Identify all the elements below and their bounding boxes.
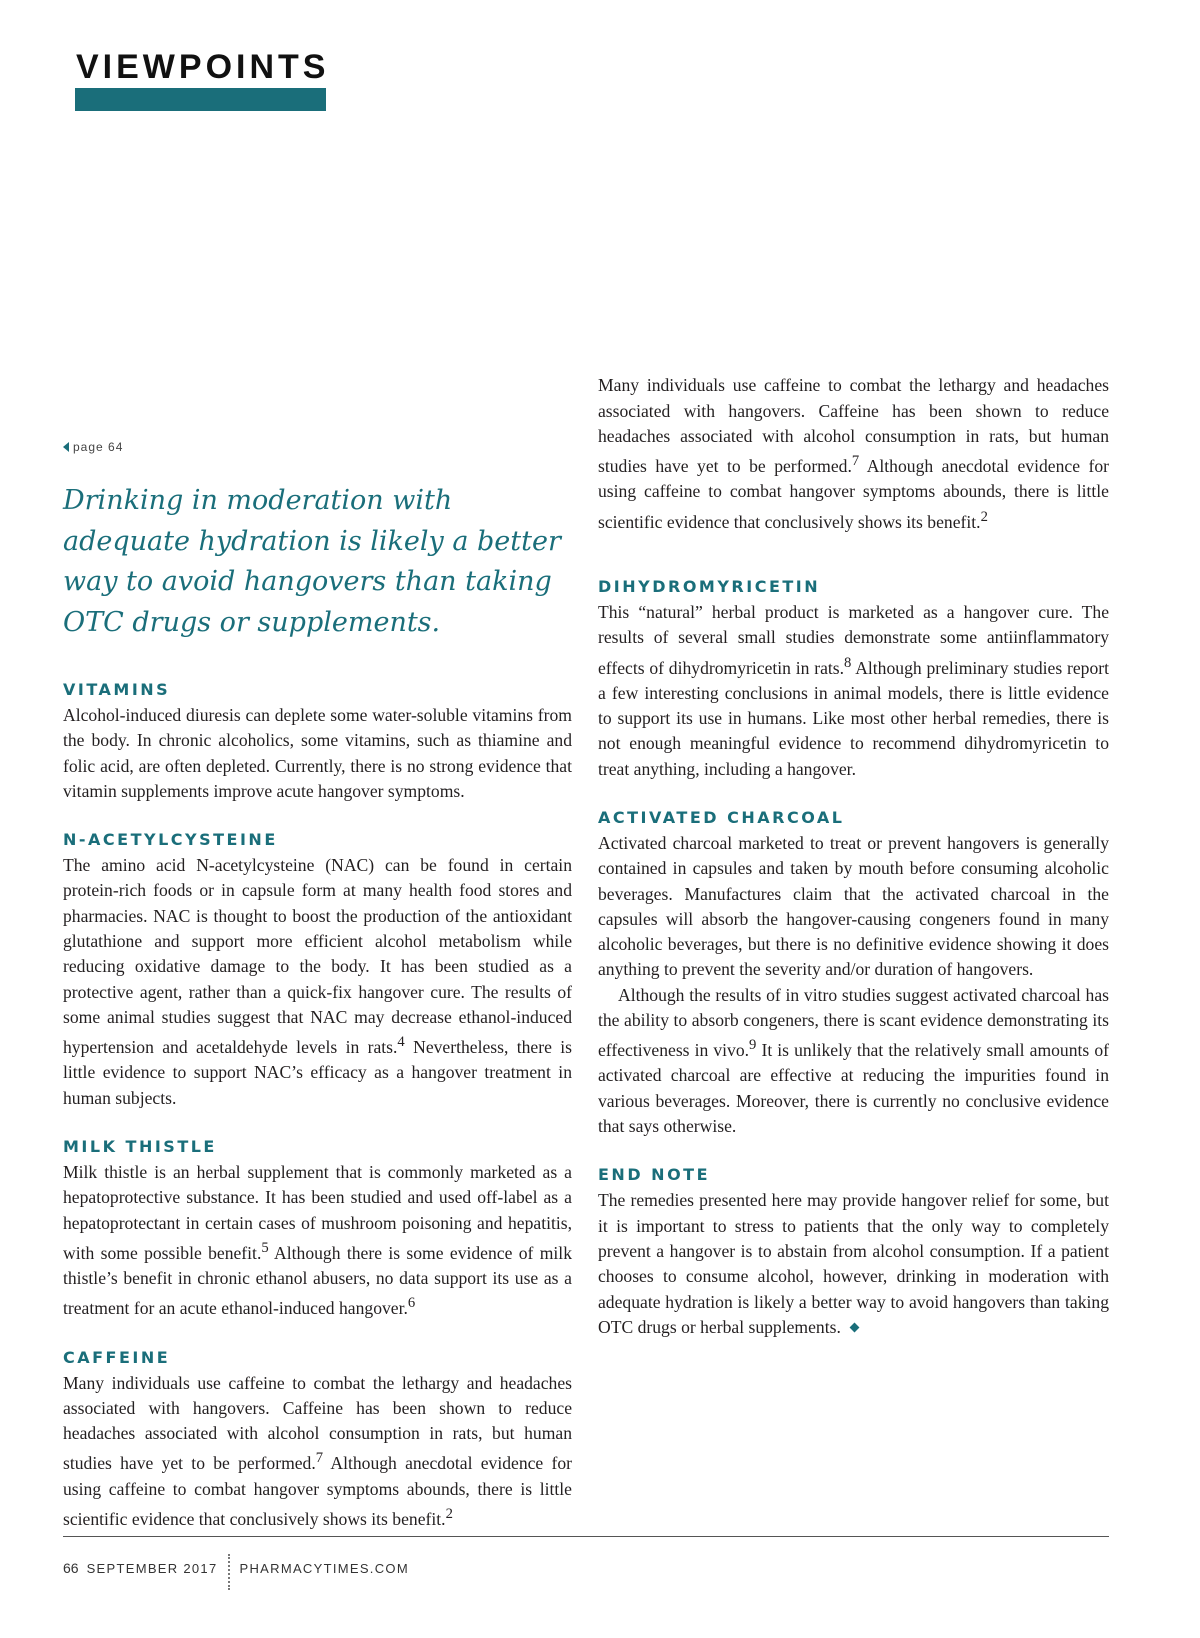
pull-quote: Drinking in moderation with adequate hydration is likely a better way to avoid hangovers than taking OTC drugs or supplements.: [63, 485, 561, 638]
section-tag: VIEWPOINTS: [76, 48, 330, 86]
text-run: Many individuals use caffeine to combat the lethargy and headaches associated with hangovers. Caffeine has been shown to reduce headaches associated with alcohol consumption in rats, but human studies have yet to be performed.: [598, 375, 1109, 477]
reference-marker: 7: [851, 453, 860, 470]
site-link[interactable]: PHARMACYTIMES.COM: [239, 1560, 409, 1576]
heading-activated-charcoal: ACTIVATED CHARCOAL: [598, 807, 845, 827]
paragraph-nac: [63, 853, 572, 1111]
text-run: Although preliminary studies report a few interesting conclusions in animal models, there is little evidence to support its use in humans. Like most other herbal remedies, there is not enough meaningful evidence to recommend dihydromyricetin to treat anything, including a hangover.: [598, 657, 1110, 779]
section-bar: [75, 88, 326, 111]
paragraph-charcoal-1: Activated charcoal marketed to treat or prevent hangovers is generally contained in capsules and taken by mouth before consuming alcoholic beverages. Manufactures claim that the activated charcoal in the capsules will absorb the hangover-causing congeners found in many alcoholic beverages, but there is no definitive evidence showing it does anything to prevent the severity and/or duration of hangovers.: [598, 832, 1109, 980]
right-column: [598, 420, 1109, 1340]
text-run: Milk thistle is an herbal supplement that is commonly marketed as a hepatoprotective substance. It has been studied and used off-label as a hepatoprotectant in certain cases of mushroom poisoning and hepatitis, with some possible benefit.: [63, 1162, 572, 1263]
reference-marker: 7: [315, 1450, 324, 1467]
heading-caffeine: CAFFEINE: [63, 1347, 171, 1367]
paragraph-end-note: [598, 1188, 1109, 1340]
footer: [63, 1550, 409, 1586]
heading-nac: N-ACETYLCYSTEINE: [63, 830, 278, 850]
issue-date: SEPTEMBER 2017: [86, 1560, 218, 1576]
text-run: This “natural” herbal product is marketed as a hangover cure. The results of several small studies demonstrate some antiinflammatory effects of dihydromyricetin in rats.: [598, 602, 1109, 678]
text-run: Although there is some evidence of milk thistle’s benefit in chronic ethanol abusers, no data support its use as a treatment for an acute ethanol-induced hangover.: [63, 1242, 572, 1319]
continued-label: page 64: [73, 440, 124, 454]
paragraph-charcoal-2: [598, 983, 1109, 1140]
continued-from-link[interactable]: [63, 440, 572, 454]
paragraph-vitamins: Alcohol-induced diuresis can deplete some water-soluble vitamins from the body. In chronic alcoholics, some vitamins, such as thiamine and folic acid, are often depleted. Currently, there is no strong evidence that vitamin supplements improve acute hangover symptoms.: [63, 705, 572, 801]
text-run: Although anecdotal evidence for using caffeine to combat hangover symptoms abounds, there is little scientific evidence that conclusively shows its benefit.: [598, 456, 1109, 532]
paragraph-dihydromyricetin: [598, 600, 1109, 782]
end-of-article-diamond-icon: [849, 1322, 859, 1332]
reference-marker: 5: [261, 1239, 269, 1256]
caffeine-continuation: [598, 375, 1109, 555]
heading-end-note: END NOTE: [598, 1165, 711, 1185]
text-run: Although the results of in vitro studies suggest activated charcoal has the ability to absorb congeners, there is scant evidence demonstrating its effectiveness in vivo.: [598, 984, 1109, 1061]
heading-milk-thistle: MILK THISTLE: [63, 1137, 217, 1157]
reference-marker: 6: [407, 1295, 416, 1312]
reference-marker: 8: [844, 654, 852, 671]
reference-marker: 2: [980, 508, 988, 525]
footer-divider: [228, 1554, 230, 1590]
footer-rule: [63, 1536, 1109, 1537]
text-run: The remedies presented here may provide hangover relief for some, but it is important to stress to patients that the only way to completely prevent a hangover is to abstain from alcohol consumption. If a patient chooses to consume alcohol, however, drinking in moderation with adequate hydration is likely a better way to avoid hangovers than taking OTC drugs or herbal supplements.: [598, 1190, 1109, 1337]
text-run: Although anecdotal evidence for using caffeine to combat hangover symptoms abounds, there is little scientific evidence that conclusively shows its benefit.: [63, 1453, 572, 1529]
triangle-left-icon: [63, 442, 69, 452]
paragraph-caffeine-continued: [598, 373, 1109, 535]
text-run: The amino acid N-acetylcysteine (NAC) can be found in certain protein-rich foods or in capsule form at many health food stores and pharmacies. NAC is thought to boost the production of the antioxidant glutathione and support more efficient alcohol metabolism while reducing oxidative damage to the body. It has been studied as a protective agent, rather than a quick-fix hangover cure. The results of some animal studies suggest that NAC may decrease ethanol-induced hypertension and acetaldehyde levels in rats.: [63, 855, 572, 1058]
heading-vitamins: VITAMINS: [63, 680, 171, 699]
text-run: Many individuals use caffeine to combat the lethargy and headaches associated with hangovers. Caffeine has been shown to reduce headaches associated with alcohol consumption in rats, but human studies have yet to be performed.: [63, 1372, 572, 1474]
text-run: Nevertheless, there is little evidence to support NAC’s efficacy as a hangover treatment in human subjects.: [63, 1037, 572, 1108]
page-number: 66: [63, 1560, 79, 1576]
heading-dihydromyricetin: DIHYDROMYRICETIN: [598, 577, 821, 596]
left-column: [63, 434, 572, 1529]
reference-marker: 2: [445, 1505, 453, 1522]
paragraph-caffeine: [63, 1371, 572, 1533]
paragraph-milk-thistle: [63, 1160, 572, 1322]
reference-marker: 9: [749, 1037, 757, 1054]
text-run: It is unlikely that the relatively small amounts of activated charcoal are effective at reducing the impurities found in various beverages. Moreover, there is currently no conclusive evidence that says otherwise.: [598, 1040, 1109, 1137]
reference-marker: 4: [397, 1034, 405, 1051]
